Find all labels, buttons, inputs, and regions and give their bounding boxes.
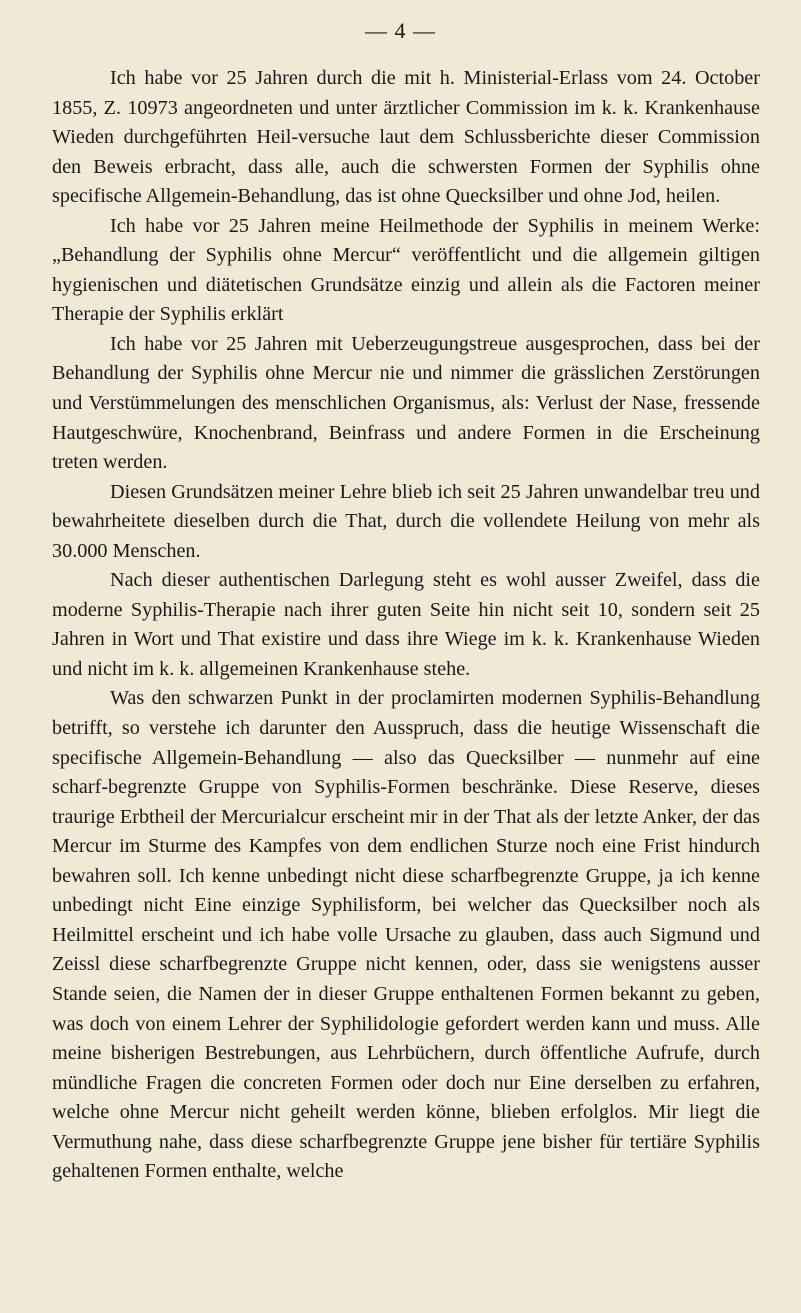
paragraph-2: Ich habe vor 25 Jahren meine Heilmethode der Syphilis in meinem Werke: „Behandlung der Syphilis ohne Mercur“ veröffentlicht und die allgemein giltigen hygienischen und diätetischen Grundsätze einzig und allein als die Factoren meiner Therapie der Syphilis erklärt (52, 214, 760, 326)
paragraph-4: Diesen Grundsätzen meiner Lehre blieb ich seit 25 Jahren unwandelbar treu und bewahrheitete dieselben durch die That, durch die vollendete Heilung von mehr als 30.000 Menschen. (52, 480, 760, 562)
body-text (52, 64, 760, 1187)
paragraph-3: Ich habe vor 25 Jahren mit Ueberzeugungstreue ausgesprochen, dass bei der Behandlung der Syphilis ohne Mercur nie und nimmer die grässlichen Zerstörungen und Verstümmelungen des menschlichen Organismus, als: Verlust der Nase, fressende Hautgeschwüre, Knochenbrand, Beinfrass und andere Formen in die Erscheinung treten werden. (52, 332, 760, 474)
paragraph-1: Ich habe vor 25 Jahren durch die mit h. Ministerial-Erlass vom 24. October 1855, Z. 10973 angeordneten und unter ärztlicher Commission im k. k. Krankenhause Wieden durchgeführten Heil-versuche laut dem Schlussberichte dieser Commission den Beweis erbracht, dass alle, auch die schwersten Formen der Syphilis ohne specifische Allgemein-Behandlung, das ist ohne Quecksilber und ohne Jod, heilen. (52, 67, 760, 208)
paragraph-6: Was den schwarzen Punkt in der proclamirten modernen Syphilis-Behandlung betrifft, so verstehe ich darunter den Ausspruch, dass die heutige Wissenschaft die specifische Allgemein-Behandlung — also das Quecksilber — nunmehr auf eine scharf-begrenzte Gruppe von Syphilis-Formen beschränke. Diese Reserve, dieses traurige Erbtheil der Mercurialcur erscheint mir in der That als der letzte Anker, der das Mercur im Sturme des Kampfes von dem endlichen Sturze noch eine Frist hindurch bewahren soll. Ich kenne unbedingt nicht diese scharfbegrenzte Gruppe, ja ich kenne unbedingt nicht Eine einzige Syphilisform, bei welcher das Quecksilber noch als Heilmittel erscheint und ich habe volle Ursache zu glauben, dass auch Sigmund und Zeissl diese scharfbegrenzte Gruppe nicht kennen, oder, dass sie wenigstens ausser Stande seien, die Namen der in dieser Gruppe enthaltenen Formen bekannt zu geben, was doch von einem Lehrer der Syphilidologie gefordert werden kann und muss. Alle meine bisherigen Bestrebungen, aus Lehrbüchern, durch öffentliche Aufrufe, durch mündliche Fragen die concreten Formen oder doch nur Eine derselben zu erfahren, welche ohne Mercur nicht geheilt werden könne, blieben erfolglos. Mir liegt die Vermuthung nahe, dass diese scharfbegrenzte Gruppe jene bisher für tertiäre Syphilis gehaltenen Formen enthalte, welche (52, 687, 760, 1183)
paragraph-5: Nach dieser authentischen Darlegung steht es wohl ausser Zweifel, dass die moderne Syphilis-Therapie nach ihrer guten Seite hin nicht seit 10, sondern seit 25 Jahren in Wort und That existire und dass ihre Wiege im k. k. Krankenhause Wieden und nicht im k. k. allgemeinen Krankenhause stehe. (52, 569, 760, 680)
page-number: — 4 — (365, 18, 436, 43)
